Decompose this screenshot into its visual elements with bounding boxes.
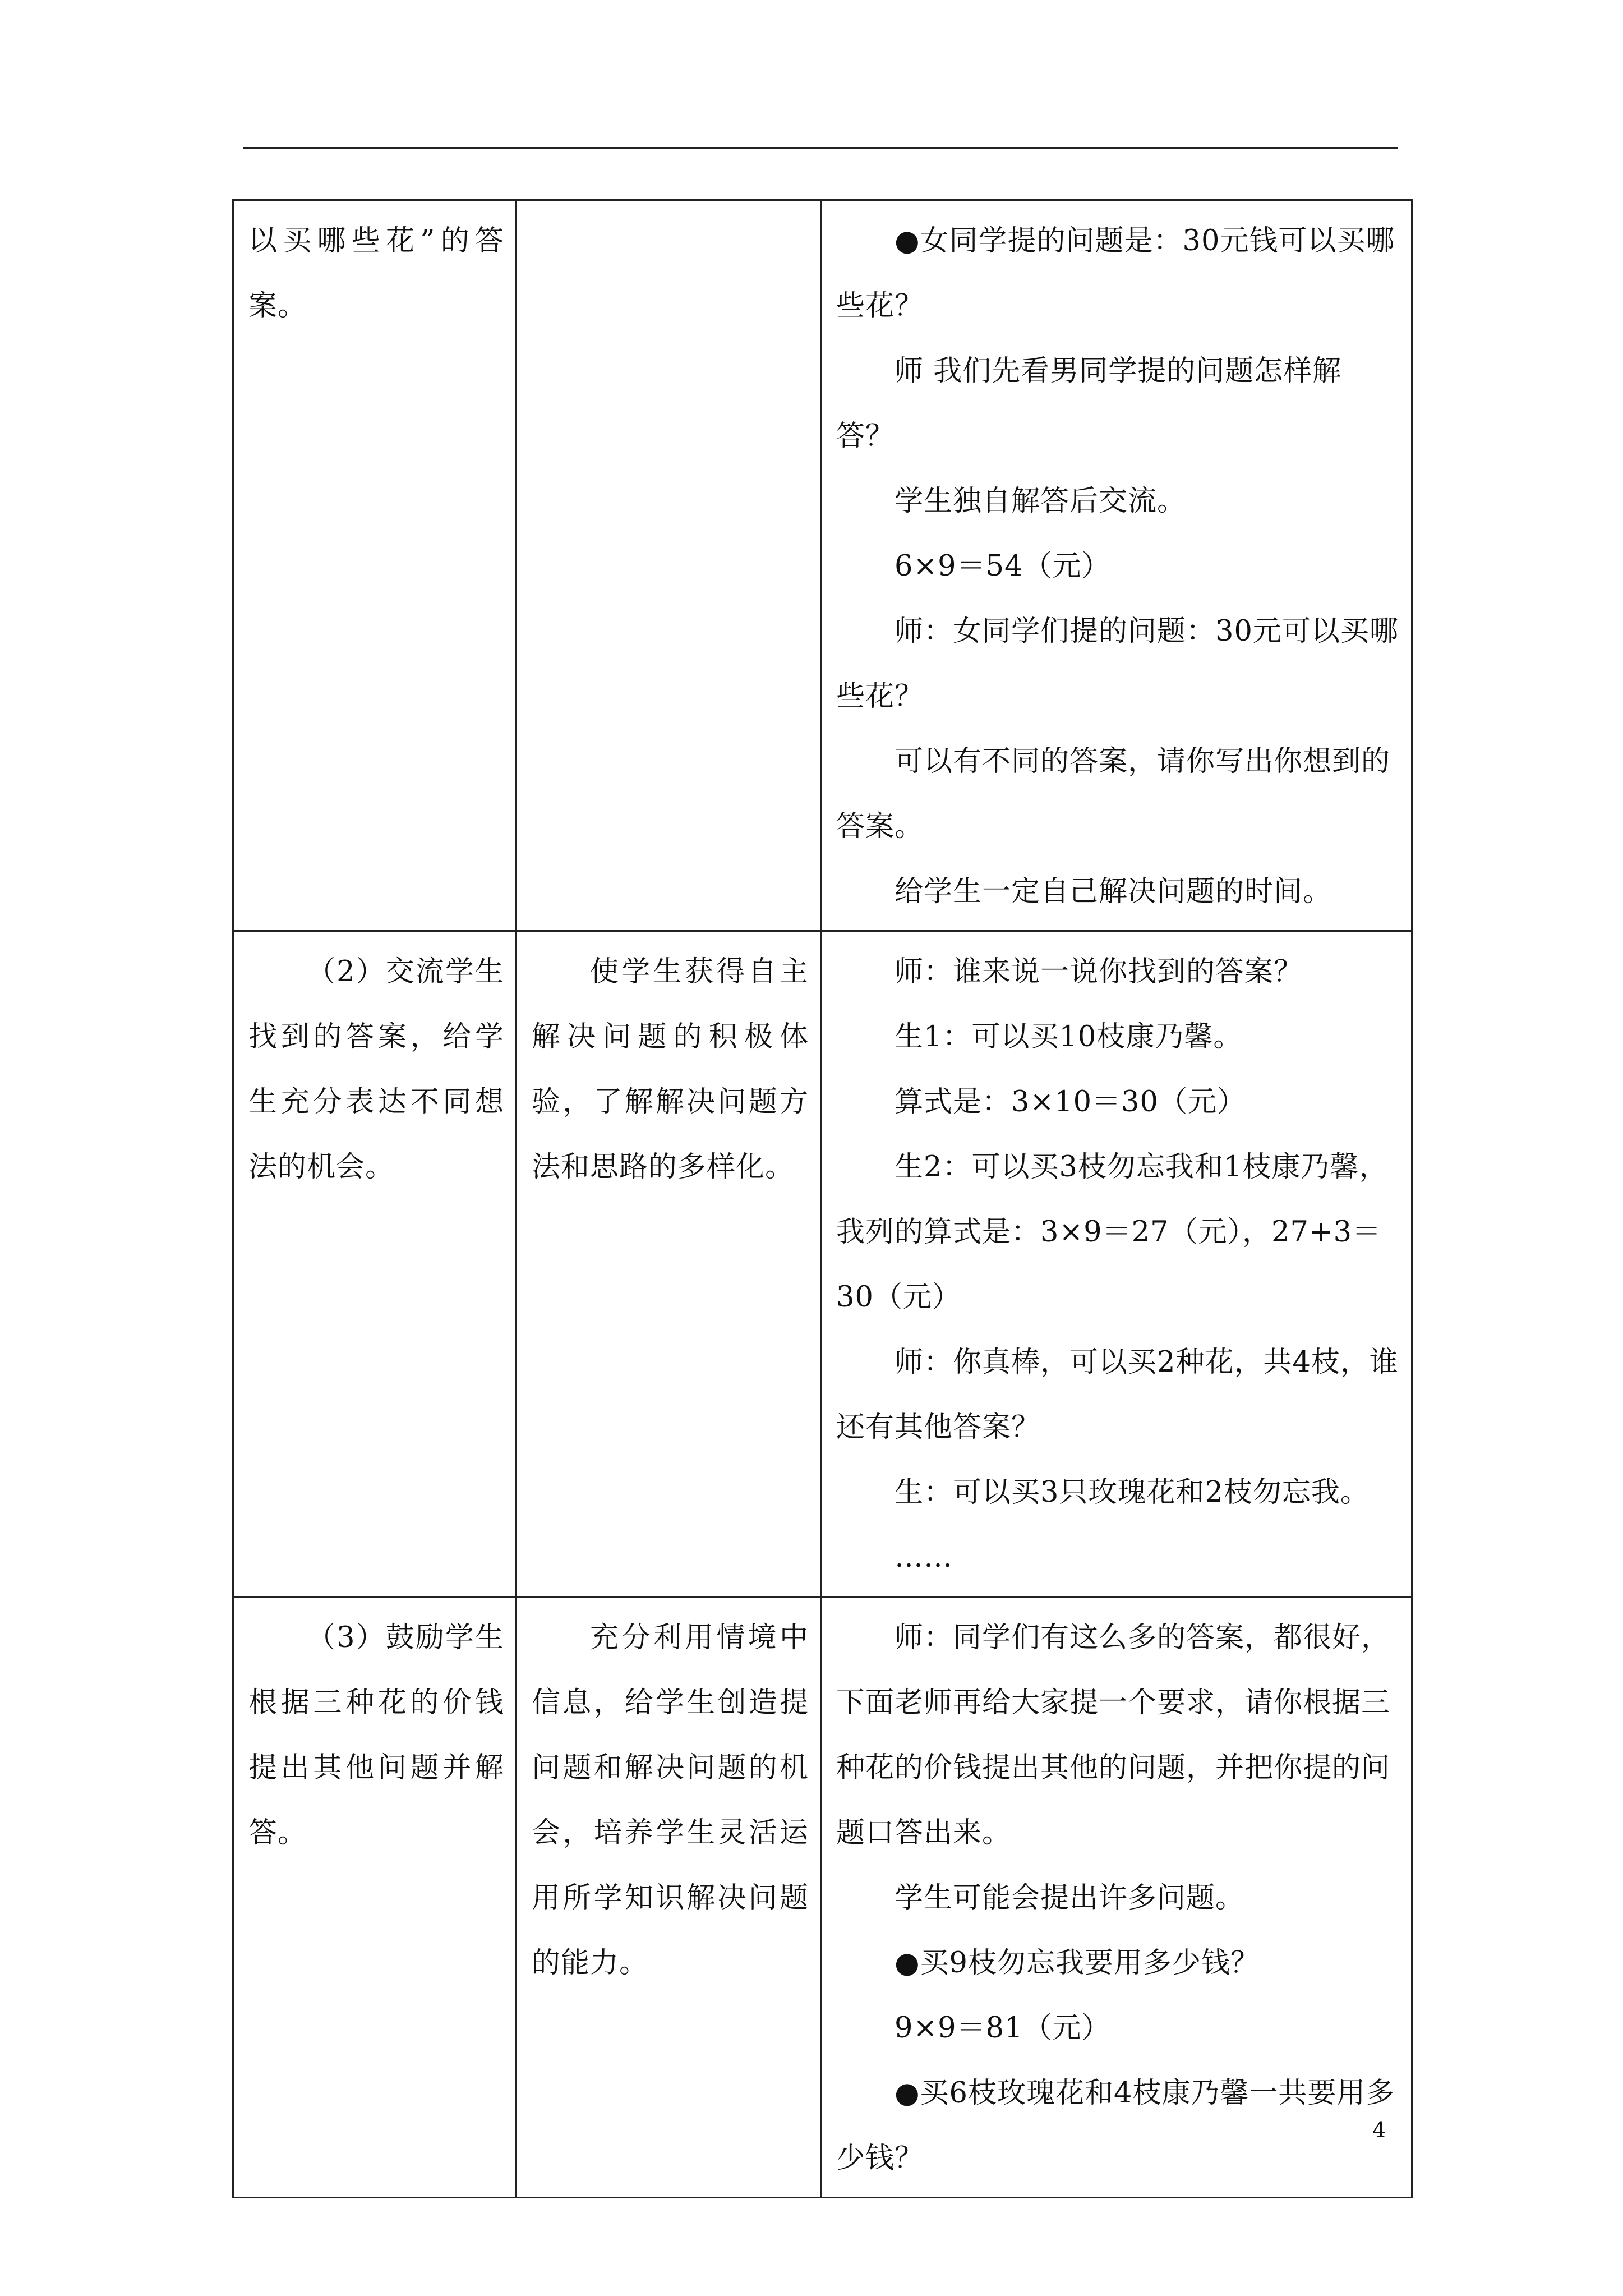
activity-cell [821,200,1412,931]
activity-line: 给学生一定自己解决问题的时间。 [895,875,1332,908]
header-rule [243,147,1398,149]
purpose-cell [517,1597,821,2198]
activity-line: 师 我们先看男同学提的问题怎样解答？ [836,355,1342,453]
activity-line: 算式是：3×10＝30（元） [895,1085,1246,1119]
table-row [233,200,1412,931]
purpose-cell [517,200,821,931]
table-row [233,931,1412,1597]
lesson-table [232,199,1413,2198]
activity-line: 师：你真棒，可以买2种花，共4枝，谁还有其他答案？ [836,1346,1399,1444]
activity-line: 9×9＝81（元） [895,2012,1111,2045]
activity-line: 可以有不同的答案，请你写出你想到的答案。 [836,745,1391,843]
objective-text: （3）鼓励学生根据三种花的价钱提出其他问题并解答。 [248,1621,504,1849]
activity-line: ●女同学提的问题是：30元钱可以买哪些花？ [836,224,1395,323]
page-number: 4 [1372,2118,1386,2142]
objective-text: （2）交流学生找到的答案，给学生充分表达不同想法的机会。 [248,955,504,1184]
purpose-text: 充分利用情境中信息，给学生创造提问题和解决问题的机会，培养学生灵活运用所学知识解决问题的能力。 [532,1621,809,1980]
purpose-text: 使学生获得自主解决问题的积极体验，了解解决问题方法和思路的多样化。 [532,955,809,1184]
activity-line: ●买9枝勿忘我要用多少钱？ [895,1947,1260,1980]
activity-line: …… [895,1541,953,1574]
activity-line: 6×9＝54（元） [895,550,1111,583]
activity-line: 师：谁来说一说你找到的答案？ [895,955,1303,988]
activity-line: 生2：可以买3枝勿忘我和1枝康乃馨，我列的算式是：3×9＝27（元），27+3＝30（元） [836,1151,1389,1314]
activity-cell [821,931,1412,1597]
activity-line: 生1：可以买10枝康乃馨。 [895,1020,1243,1053]
activity-cell [821,1597,1412,2198]
activity-line: 学生可能会提出许多问题。 [895,1881,1245,1915]
activity-line: 师：同学们有这么多的答案，都很好，下面老师再给大家提一个要求，请你根据三种花的价钱提出其他的问题，并把你提的问题口答出来。 [836,1621,1391,1849]
objective-cell [233,1597,517,2198]
table-row [233,1597,1412,2198]
activity-line: 学生独自解答后交流。 [895,485,1187,518]
activity-line: 生：可以买3只玫瑰花和2枝勿忘我。 [895,1476,1370,1509]
purpose-cell [517,931,821,1597]
activity-line: ●买6枝玫瑰花和4枝康乃馨一共要用多少钱？ [836,2077,1395,2175]
objective-cell [233,931,517,1597]
objective-text: 以买哪些花”的答案。 [248,224,504,323]
activity-line: 师：女同学们提的问题：30元可以买哪些花？ [836,615,1399,713]
objective-cell [233,200,517,931]
